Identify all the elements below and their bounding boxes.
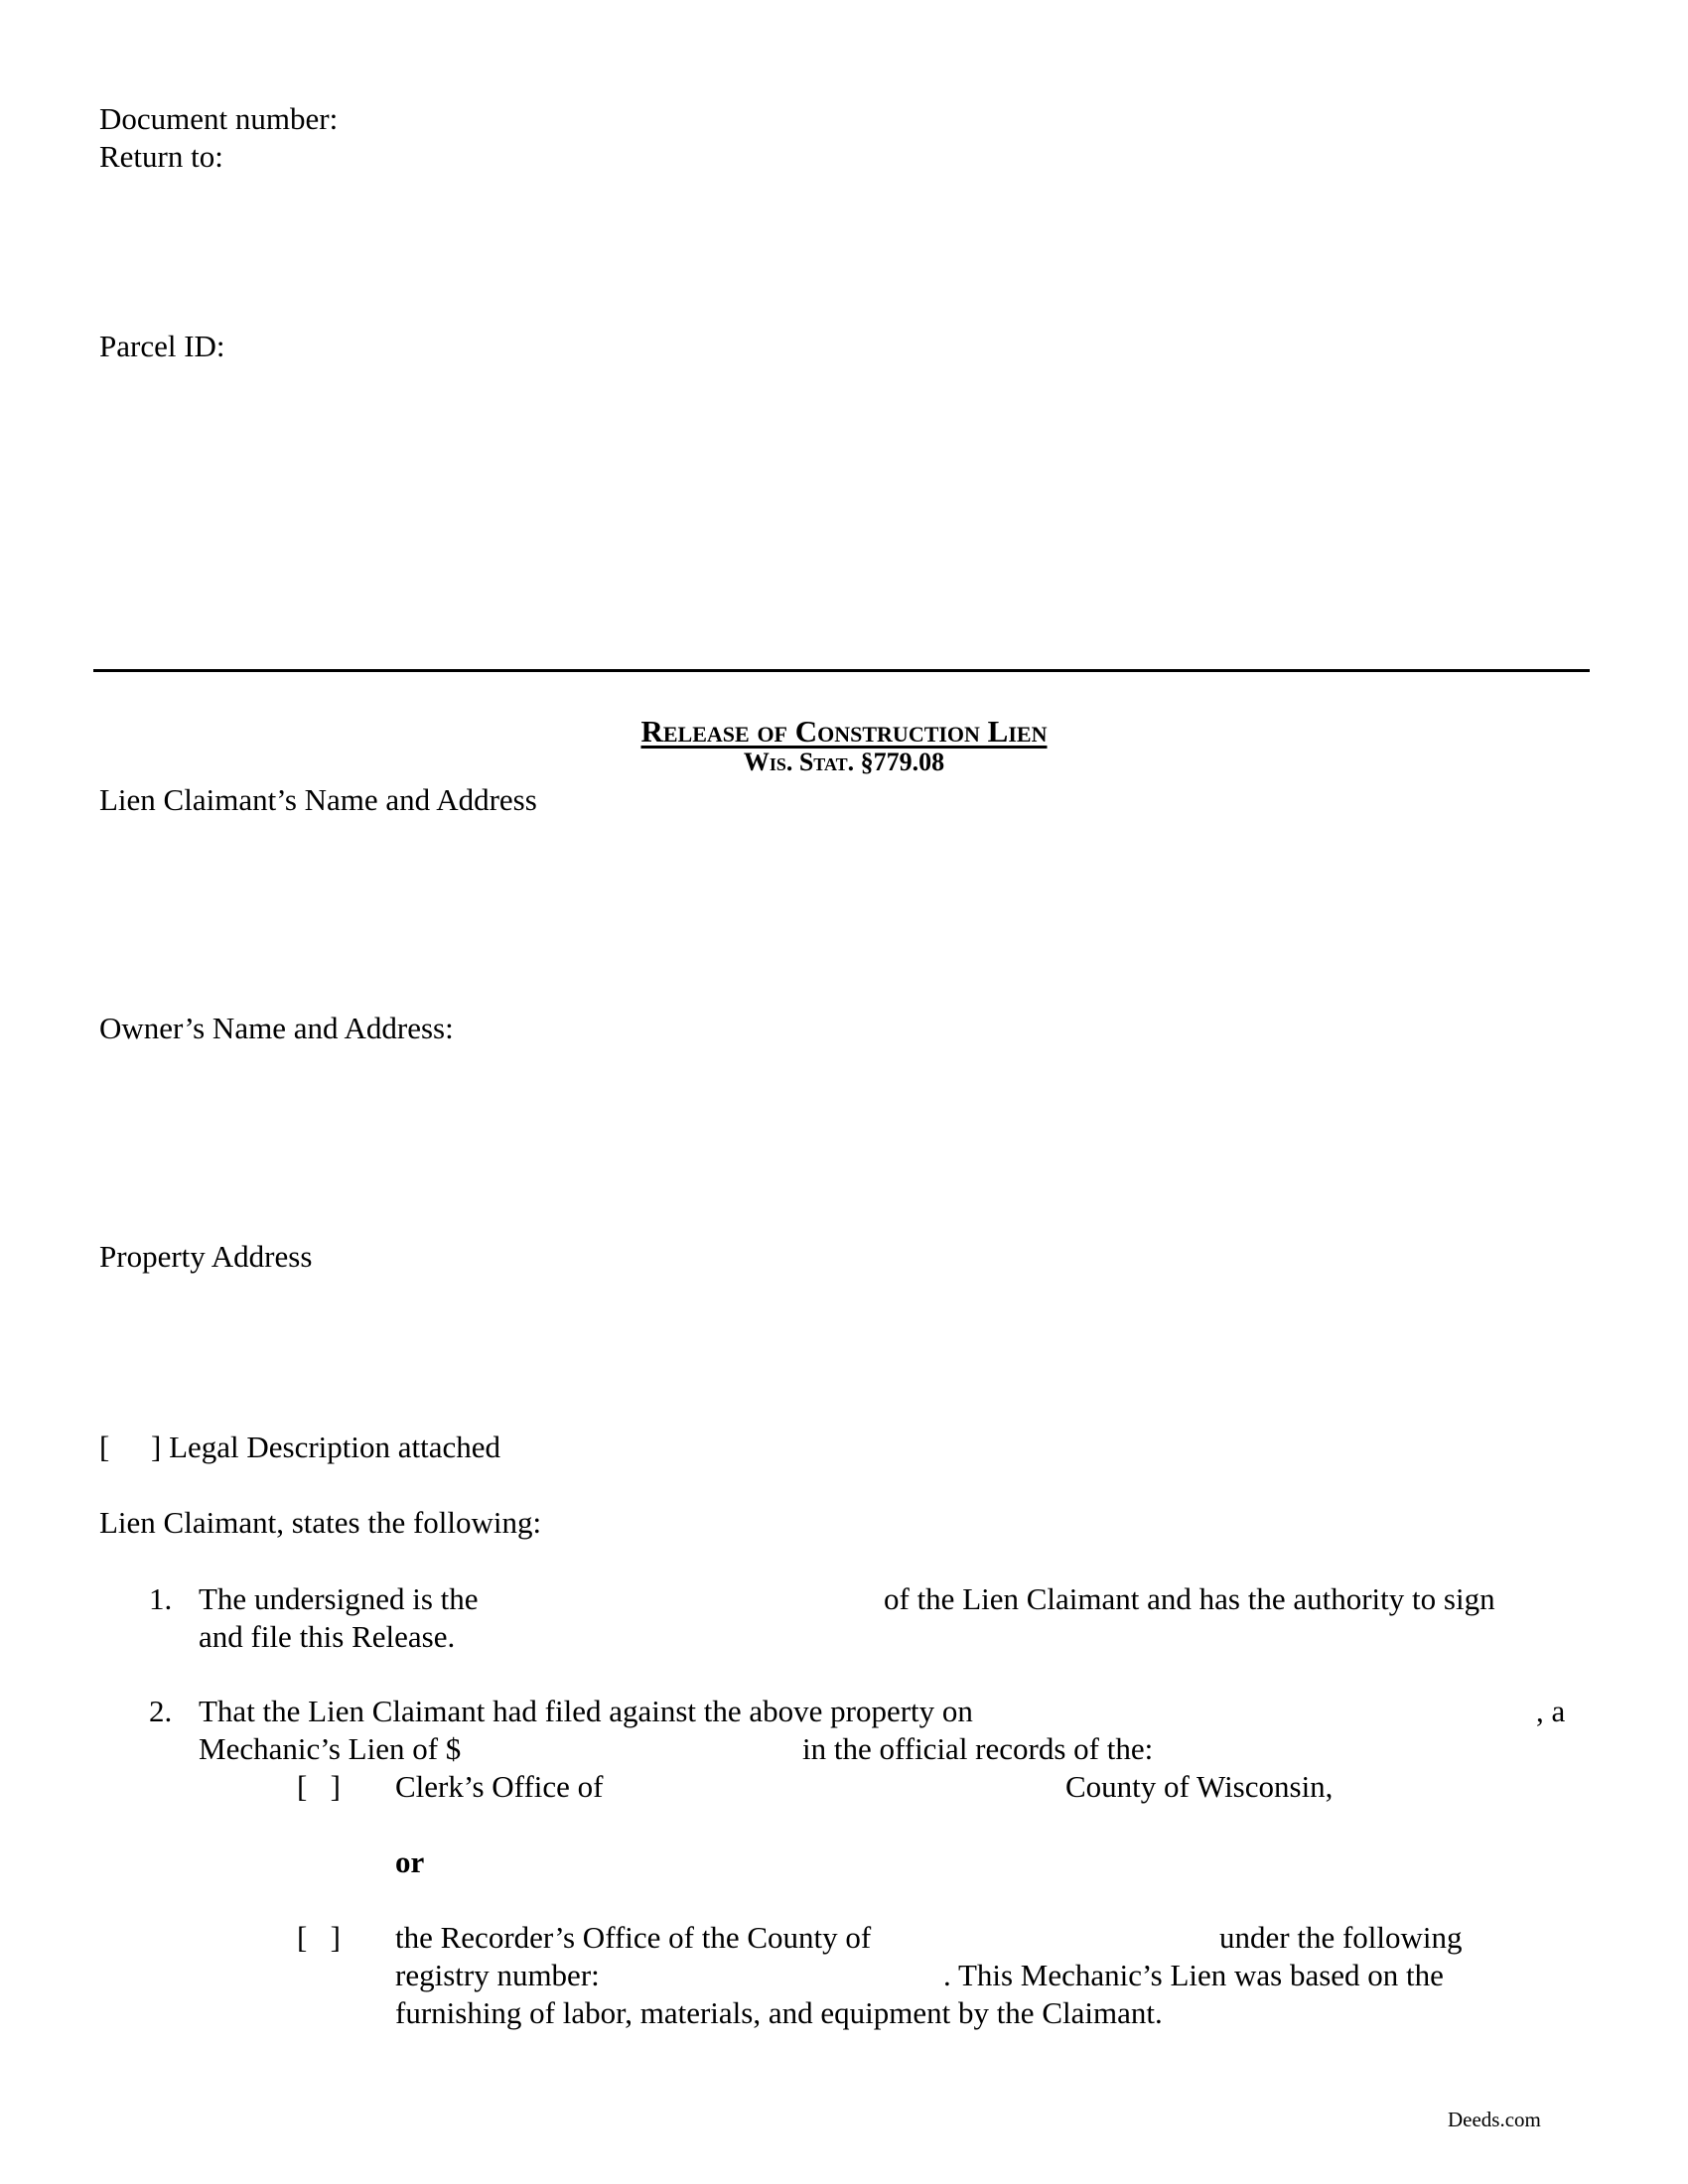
item-2-text-a: That the Lien Claimant had filed against the above property on — [199, 1694, 973, 1728]
item-2-lien-amount-label: Mechanic’s Lien of $ — [199, 1731, 462, 1766]
legal-description-checkbox[interactable]: [ — [99, 1430, 110, 1464]
furnishing-text: furnishing of labor, materials, and equipment by the Claimant. — [395, 1995, 1163, 2030]
clerk-office-checkbox[interactable]: [ ] — [297, 1769, 341, 1804]
document-number-label: Document number: — [99, 101, 339, 136]
item-1-text-a: The undersigned is the — [199, 1581, 479, 1616]
lien-claimant-label: Lien Claimant’s Name and Address — [99, 782, 537, 817]
legal-description-label: ] Legal Description attached — [151, 1430, 501, 1464]
return-to-label: Return to: — [99, 139, 223, 174]
county-of-wisconsin-label: County of Wisconsin, — [1065, 1769, 1334, 1804]
item-1-text-b: of the Lien Claimant and has the authority to sign — [884, 1581, 1495, 1616]
statement-intro: Lien Claimant, states the following: — [99, 1505, 542, 1540]
item-2-number: 2. — [149, 1694, 173, 1728]
registry-number-label: registry number: — [395, 1958, 600, 1992]
mechanics-lien-basis-text: . This Mechanic’s Lien was based on the — [943, 1958, 1444, 1992]
document-title: Release of Construction Lien — [640, 714, 1048, 749]
item-1-text-line2: and file this Release. — [199, 1619, 456, 1654]
header-divider — [93, 669, 1590, 672]
parcel-id-label: Parcel ID: — [99, 329, 225, 363]
recorder-office-checkbox[interactable]: [ ] — [297, 1920, 341, 1955]
or-separator: or — [395, 1844, 425, 1879]
statute-reference: Wis. Stat. §779.08 — [743, 748, 945, 776]
owner-label: Owner’s Name and Address: — [99, 1011, 454, 1045]
registry-following-label: under the following — [1219, 1920, 1463, 1955]
footer-watermark: Deeds.com — [1448, 2108, 1541, 2131]
clerk-office-label: Clerk’s Office of — [395, 1769, 604, 1804]
item-2-records-label: in the official records of the: — [802, 1731, 1154, 1766]
item-2-text-b: , a — [1536, 1694, 1566, 1728]
item-1-number: 1. — [149, 1581, 173, 1616]
recorder-office-label: the Recorder’s Office of the County of — [395, 1920, 872, 1955]
property-address-label: Property Address — [99, 1239, 313, 1274]
